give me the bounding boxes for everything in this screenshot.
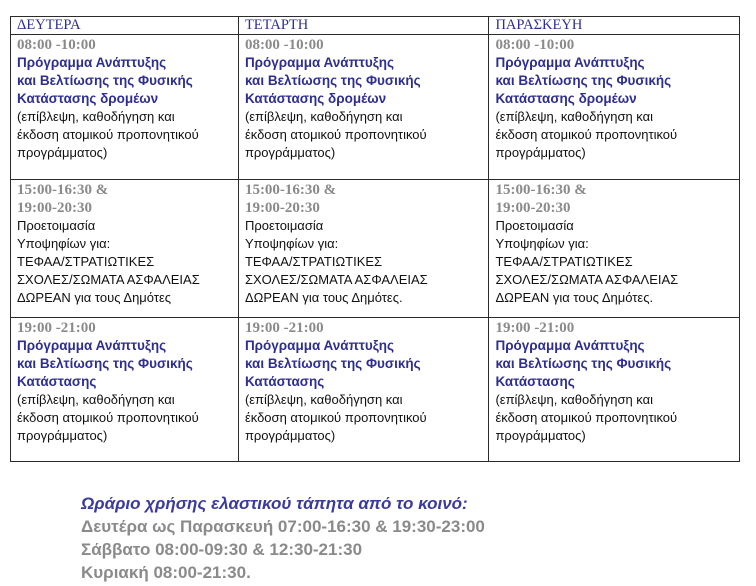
session-time: 19:00-20:30 — [17, 200, 92, 216]
usage-hours-sunday: Κυριακή 08:00-21:30. — [81, 563, 251, 582]
program-title: και Βελτίωσης της Φυσικής — [495, 356, 672, 371]
schedule-cell-monday — [11, 318, 239, 462]
session-description: ΣΧΟΛΕΣ/ΣΩΜΑΤΑ ΑΣΦΑΛΕΙΑΣ — [17, 272, 200, 287]
schedule-cell-friday — [489, 35, 740, 180]
day-header-friday: ΠΑΡΑΣΚΕΥΗ — [489, 17, 740, 35]
schedule-cell-friday — [489, 318, 740, 462]
session-description: προγράμματος) — [495, 145, 586, 160]
program-title: Πρόγραμμα Ανάπτυξης — [17, 338, 167, 353]
program-title: Κατάστασης δρομέων — [17, 91, 159, 106]
usage-hours-weekdays: Δευτέρα ως Παρασκευή 07:00-16:30 & 19:30-23:00 — [81, 517, 485, 536]
session-description: (επίβλεψη, καθοδήγηση και — [17, 392, 175, 407]
session-time: 19:00-20:30 — [244, 200, 320, 216]
session-description: Προετοιμασία — [244, 218, 324, 233]
program-title: και Βελτίωσης της Φυσικής — [17, 356, 193, 371]
session-description: (επίβλεψη, καθοδήγηση και — [244, 392, 403, 407]
session-description: προγράμματος) — [17, 145, 108, 160]
program-title: Πρόγραμμα Ανάπτυξης — [244, 338, 395, 353]
session-description: (επίβλεψη, καθοδήγηση και — [17, 109, 175, 124]
session-time: 15:00-16:30 & — [495, 182, 587, 198]
session-description: ΣΧΟΛΕΣ/ΣΩΜΑΤΑ ΑΣΦΑΛΕΙΑΣ — [244, 272, 428, 287]
program-title: Πρόγραμμα Ανάπτυξης — [495, 338, 645, 353]
program-title: Κατάστασης — [17, 374, 97, 389]
session-description: ΔΩΡΕΑΝ για τους Δημότες. — [495, 290, 654, 305]
session-description: Προετοιμασία — [17, 218, 96, 233]
session-description: Υποψηφίων για: — [495, 236, 589, 251]
session-description: προγράμματος) — [495, 428, 586, 443]
public-usage-hours — [81, 492, 485, 584]
program-title: Πρόγραμμα Ανάπτυξης — [17, 55, 167, 70]
program-title: και Βελτίωσης της Φυσικής — [244, 356, 421, 371]
schedule-cell-wednesday — [238, 180, 489, 318]
usage-heading: Ωράριο χρήσης ελαστικού τάπητα από το κοινό: — [81, 494, 468, 513]
schedule-cell-friday — [489, 180, 740, 318]
schedule-cell-wednesday — [238, 35, 489, 180]
session-time: 19:00 -21:00 — [495, 320, 575, 336]
program-title: Κατάστασης δρομέων — [244, 91, 387, 106]
session-description: ΤΕΦΑΑ/ΣΤΡΑΤΙΩΤΙΚΕΣ — [244, 254, 383, 269]
session-description: ΤΕΦΑΑ/ΣΤΡΑΤΙΩΤΙΚΕΣ — [495, 254, 633, 269]
day-header-wednesday: ΤΕΤΑΡΤΗ — [238, 17, 489, 35]
session-description: Προετοιμασία — [495, 218, 574, 233]
session-description: προγράμματος) — [244, 145, 336, 160]
session-time: 19:00-20:30 — [495, 200, 571, 216]
session-time: 15:00-16:30 & — [244, 182, 337, 198]
program-title: και Βελτίωσης της Φυσικής — [244, 73, 421, 88]
session-description: έκδοση ατομικού προπονητικού — [244, 410, 427, 425]
session-description: (επίβλεψη, καθοδήγηση και — [495, 109, 654, 124]
program-title: και Βελτίωσης της Φυσικής — [495, 73, 672, 88]
usage-hours-saturday: Σάββατο 08:00-09:30 & 12:30-21:30 — [81, 540, 363, 559]
schedule-table — [10, 16, 740, 462]
session-description: ΣΧΟΛΕΣ/ΣΩΜΑΤΑ ΑΣΦΑΛΕΙΑΣ — [495, 272, 679, 287]
schedule-row — [11, 180, 740, 318]
session-description: έκδοση ατομικού προπονητικού — [17, 410, 199, 425]
session-time: 15:00-16:30 & — [17, 182, 109, 198]
program-title: Κατάστασης — [495, 374, 575, 389]
session-time: 19:00 -21:00 — [244, 320, 324, 336]
schedule-cell-monday — [11, 35, 239, 180]
session-description: Υποψηφίων για: — [17, 236, 111, 251]
session-description: Υποψηφίων για: — [244, 236, 339, 251]
session-description: προγράμματος) — [244, 428, 336, 443]
schedule-row — [11, 318, 740, 462]
session-description: έκδοση ατομικού προπονητικού — [17, 127, 199, 142]
session-description: έκδοση ατομικού προπονητικού — [495, 127, 678, 142]
program-title: και Βελτίωσης της Φυσικής — [17, 73, 193, 88]
session-description: ΤΕΦΑΑ/ΣΤΡΑΤΙΩΤΙΚΕΣ — [17, 254, 155, 269]
header-row — [11, 17, 740, 35]
session-description: (επίβλεψη, καθοδήγηση και — [244, 109, 403, 124]
program-title: Πρόγραμμα Ανάπτυξης — [244, 55, 395, 70]
session-description: ΔΩΡΕΑΝ για τους Δημότες — [17, 290, 172, 305]
program-title: Κατάστασης — [244, 374, 325, 389]
session-description: ΔΩΡΕΑΝ για τους Δημότες. — [244, 290, 403, 305]
schedule-cell-wednesday — [238, 318, 489, 462]
schedule-cell-monday — [11, 180, 239, 318]
session-time: 08:00 -10:00 — [495, 37, 575, 53]
program-title: Κατάστασης δρομέων — [495, 91, 637, 106]
session-time: 08:00 -10:00 — [244, 37, 324, 53]
session-description: προγράμματος) — [17, 428, 108, 443]
day-header-monday: ΔΕΥΤΕΡΑ — [11, 17, 239, 35]
schedule-row — [11, 35, 740, 180]
session-description: (επίβλεψη, καθοδήγηση και — [495, 392, 654, 407]
session-description: έκδοση ατομικού προπονητικού — [244, 127, 427, 142]
session-time: 19:00 -21:00 — [17, 320, 96, 336]
session-time: 08:00 -10:00 — [17, 37, 96, 53]
session-description: έκδοση ατομικού προπονητικού — [495, 410, 678, 425]
program-title: Πρόγραμμα Ανάπτυξης — [495, 55, 645, 70]
